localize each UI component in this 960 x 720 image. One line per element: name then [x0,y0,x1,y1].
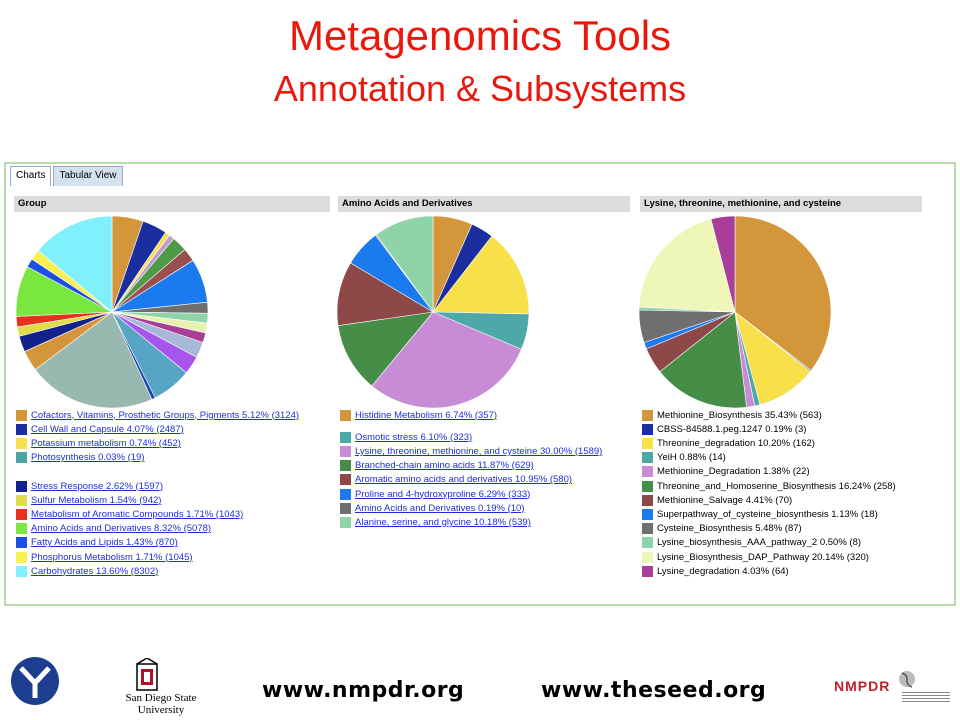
legend-item[interactable] [16,507,243,521]
legend-item[interactable] [16,550,193,564]
legend-swatch [642,466,653,477]
legend-label[interactable]: Amino Acids and Derivatives 0.19% (10) [355,502,525,514]
legend-item[interactable] [16,536,178,550]
legend-lysine [642,408,932,598]
legend-label[interactable]: Carbohydrates 13.60% (8302) [31,565,159,577]
legend-swatch [340,446,351,457]
legend-label: Lysine_degradation 4.03% (64) [657,565,789,577]
legend-item[interactable] [16,436,181,450]
slide-subtitle: Annotation & Subsystems [273,68,687,109]
legend-label[interactable]: Fatty Acids and Lipids 1.43% (870) [31,537,178,549]
legend-item[interactable] [16,564,158,578]
nmpdr-logo-text: NMPDR [834,678,891,694]
legend-item[interactable] [16,422,184,436]
theseed-link[interactable]: www.theseed.org [541,678,767,703]
legend-item[interactable] [340,408,497,422]
legend-swatch [340,489,351,500]
legend-item [642,550,869,564]
nmpdr-logo [834,668,954,708]
legend-swatch [16,537,27,548]
legend-swatch [642,438,653,449]
pie-chart-amino-acids [336,214,530,410]
legend-label: Lysine_biosynthesis_AAA_pathway_2 0.50% (8) [657,537,862,549]
legend-label: Methionine_Degradation 1.38% (22) [657,466,810,478]
legend-label[interactable]: Amino Acids and Derivatives 8.32% (5078) [31,523,212,535]
legend-swatch [340,503,351,514]
legend-swatch [642,552,653,563]
legend-label[interactable]: Sulfur Metabolism 1.54% (942) [31,494,162,506]
pie-chart-group [12,214,212,410]
legend-swatch [642,424,653,435]
legend-item[interactable] [340,487,530,501]
legend-group [16,408,332,588]
legend-item [642,564,789,578]
legend-label[interactable]: Cell Wall and Capsule 4.07% (2487) [31,423,184,435]
legend-swatch [642,509,653,520]
legend-swatch [642,523,653,534]
legend-swatch [16,438,27,449]
legend-item[interactable] [340,459,534,473]
chart-header-lysine: Lysine, threonine, methionine, and cysteine [640,196,922,212]
legend-swatch [642,410,653,421]
chart-header-group: Group [14,196,330,212]
legend-label: Lysine_Biosynthesis_DAP_Pathway 20.14% (320) [657,551,869,563]
legend-item [642,451,726,465]
legend-swatch [16,481,27,492]
legend-label: Threonine_degradation 10.20% (162) [657,437,815,449]
legend-item [642,465,810,479]
legend-label[interactable]: Cofactors, Vitamins, Prosthetic Groups, Pigments 5.12% (3124) [31,409,300,421]
view-tabs [10,166,123,186]
chart-column-lysine [640,196,922,212]
legend-swatch [642,495,653,506]
legend-label[interactable]: Metabolism of Aromatic Compounds 1.71% (1043) [31,508,244,520]
pie-chart-lysine [638,214,832,410]
legend-label: Superpathway_of_cysteine_biosynthesis 1.13% (18) [657,508,878,520]
legend-item [642,422,806,436]
legend-item[interactable] [340,515,531,529]
legend-item [642,522,802,536]
legend-label: CBSS-84588.1.peg.1247 0.19% (3) [657,423,807,435]
legend-swatch [16,552,27,563]
legend-label[interactable]: Aromatic amino acids and derivatives 10.95% (580) [355,474,573,486]
slide-title: Metagenomics Tools [288,12,672,59]
legend-label[interactable]: Proline and 4-hydroxyproline 6.29% (333) [355,488,531,500]
legend-item[interactable] [16,451,145,465]
legend-item [642,493,792,507]
legend-item [642,479,896,493]
legend-label: Cysteine_Biosynthesis 5.48% (87) [657,523,802,535]
legend-label[interactable]: Lysine, threonine, methionine, and cysteine 30.00% (1589) [355,445,603,457]
legend-swatch [16,452,27,463]
legend-swatch [642,537,653,548]
legend-label[interactable]: Branched-chain amino acids 11.87% (629) [355,460,534,472]
legend-item[interactable] [16,479,163,493]
legend-label[interactable]: Histidine Metabolism 6.74% (357) [355,409,498,421]
tab-tabular-view[interactable]: Tabular View [53,166,122,186]
legend-label[interactable]: Osmotic stress 6.10% (323) [355,431,473,443]
legend-item [642,507,878,521]
university-y-logo-icon [10,656,60,706]
legend-item [642,536,861,550]
chart-column-amino-acids [338,196,630,212]
legend-item[interactable] [340,501,525,515]
charts-panel [4,162,956,606]
legend-swatch [340,460,351,471]
legend-swatch [340,517,351,528]
legend-swatch [340,474,351,485]
legend-item[interactable] [16,408,299,422]
sdsu-seal-icon [134,658,160,692]
legend-label: Methionine_Biosynthesis 35.43% (563) [657,409,822,421]
chart-column-group [14,196,330,212]
dna-emblem-icon [898,670,916,690]
legend-swatch [642,452,653,463]
legend-item[interactable] [16,493,161,507]
legend-item [642,408,822,422]
legend-swatch [340,432,351,443]
legend-item[interactable] [340,444,602,458]
legend-swatch [16,424,27,435]
legend-swatch [340,410,351,421]
chart-header-amino-acids: Amino Acids and Derivatives [338,196,630,212]
legend-swatch [642,566,653,577]
sdsu-wordmark: San Diego State University [125,692,197,716]
legend-swatch [16,495,27,506]
nmpdr-logo-tagline-lines [902,690,950,704]
legend-swatch [16,410,27,421]
legend-label[interactable]: Potassium metabolism 0.74% (452) [31,437,181,449]
legend-label[interactable]: Phosphorus Metabolism 1.71% (1045) [31,551,193,563]
legend-swatch [16,523,27,534]
legend-swatch [642,481,653,492]
legend-amino-acids [340,408,630,588]
legend-item[interactable] [16,522,211,536]
tab-charts[interactable]: Charts [10,166,51,186]
legend-label: Methionine_Salvage 4.41% (70) [657,494,793,506]
legend-item [642,436,815,450]
legend-label[interactable]: Photosynthesis 0.03% (19) [31,452,145,464]
legend-item[interactable] [340,430,472,444]
legend-swatch [16,566,27,577]
legend-swatch [16,509,27,520]
nmpdr-link[interactable]: www.nmpdr.org [262,678,465,703]
legend-label[interactable]: Alanine, serine, and glycine 10.18% (539) [355,516,531,528]
legend-label: Threonine_and_Homoserine_Biosynthesis 16.24% (258) [657,480,896,492]
legend-label: YeiH 0.88% (14) [657,452,726,464]
legend-label[interactable]: Stress Response 2.62% (1597) [31,480,164,492]
legend-item[interactable] [340,473,572,487]
